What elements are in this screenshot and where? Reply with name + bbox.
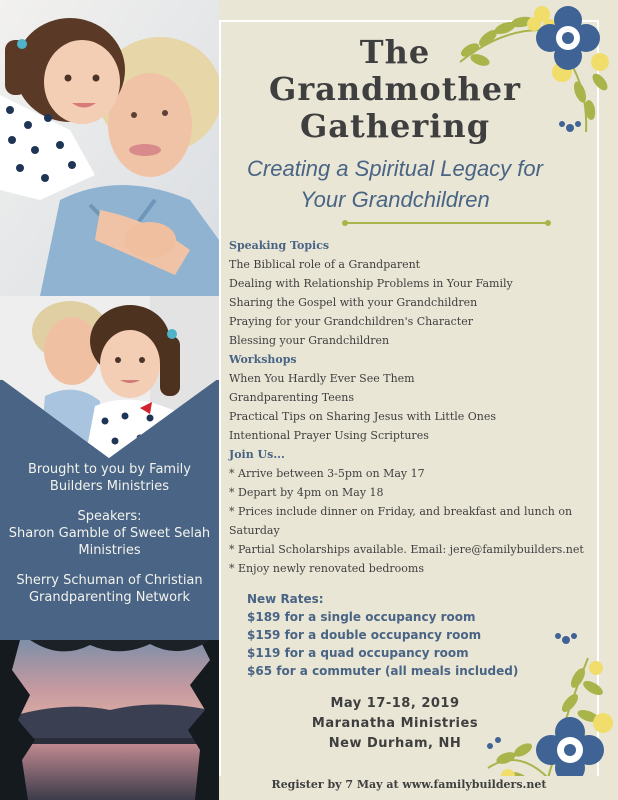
join-heading: Join Us... xyxy=(229,448,285,461)
subtitle-line-2: Your Grandchildren xyxy=(300,187,490,212)
rate-item: $119 for a quad occupancy room xyxy=(247,646,469,660)
workshops-heading: Workshops xyxy=(229,353,297,366)
workshop-item: Practical Tips on Sharing Jesus with Little Ones xyxy=(229,410,497,423)
event-title xyxy=(240,34,550,145)
event-dates: May 17-18, 2019 xyxy=(330,696,460,711)
topic-item: Dealing with Relationship Problems in Your Family xyxy=(229,277,513,290)
title-line-1: The xyxy=(359,33,431,71)
rates-section xyxy=(247,590,527,680)
subtitle-line-1: Creating a Spiritual Legacy for xyxy=(247,156,543,181)
title-line-2: Grandmother xyxy=(268,70,522,108)
sponsor-info xyxy=(6,461,213,619)
speakers-label: Speakers: xyxy=(77,509,142,524)
topic-item: The Biblical role of a Grandparent xyxy=(229,258,421,271)
topic-item: Sharing the Gospel with your Grandchildren xyxy=(229,296,478,309)
speaking-topics-heading: Speaking Topics xyxy=(229,239,330,252)
join-item: * Arrive between 3-5pm on May 17 xyxy=(229,467,425,480)
workshop-item: Grandparenting Teens xyxy=(229,391,354,404)
workshop-item: Intentional Prayer Using Scriptures xyxy=(229,429,429,442)
rates-heading: New Rates: xyxy=(247,592,324,606)
grandmother-granddaughter-photo xyxy=(0,0,219,296)
event-details xyxy=(229,236,601,578)
speaker-1: Sharon Gamble of Sweet Selah Ministries xyxy=(8,526,211,558)
event-location: New Durham, NH xyxy=(328,736,462,751)
join-item: * Enjoy newly renovated bedrooms xyxy=(229,562,424,575)
rate-item: $189 for a single occupancy room xyxy=(247,610,476,624)
event-info xyxy=(270,694,520,754)
topic-item: Blessing your Grandchildren xyxy=(229,334,390,347)
topic-item: Praying for your Grandchildren's Character xyxy=(229,315,473,328)
brought-by-text: Brought to you by Family Builders Ministries xyxy=(27,462,191,494)
join-item: * Prices include dinner on Friday, and breakfast and lunch on Saturday xyxy=(229,505,573,537)
workshop-item: When You Hardly Ever See Them xyxy=(229,372,415,385)
left-column xyxy=(0,0,219,800)
subtitle-underline xyxy=(345,222,548,224)
event-subtitle xyxy=(222,153,568,215)
lake-sunset-photo xyxy=(0,640,219,800)
join-item: * Partial Scholarships available. Email: jere@familybuilders.net xyxy=(229,543,584,556)
speaker-2: Sherry Schuman of Christian Grandparenting Network xyxy=(16,573,203,605)
rate-item: $65 for a commuter (all meals included) xyxy=(247,664,519,678)
register-line: Register by 7 May at www.familybuilders.net xyxy=(219,776,599,794)
rate-item: $159 for a double occupancy room xyxy=(247,628,482,642)
title-line-3: Gathering xyxy=(299,107,491,145)
event-venue: Maranatha Ministries xyxy=(311,716,479,731)
join-item: * Depart by 4pm on May 18 xyxy=(229,486,384,499)
